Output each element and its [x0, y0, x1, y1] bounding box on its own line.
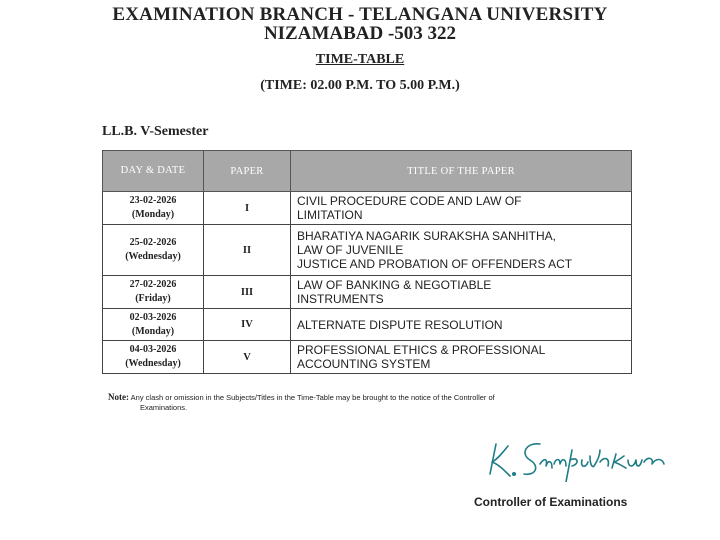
- exam-day: (Monday): [131, 209, 175, 220]
- table-row: [103, 192, 632, 225]
- exam-date: 25-02-2026: [129, 237, 177, 248]
- date-cell: [103, 276, 204, 309]
- table-row: [103, 341, 632, 374]
- table-row: [103, 309, 632, 341]
- exam-date: 02-03-2026: [129, 311, 177, 323]
- table-header-row: [103, 151, 632, 192]
- paper-title: [291, 276, 632, 309]
- paper-number: I: [204, 192, 291, 225]
- note-text-continued: Examinations.: [140, 403, 188, 412]
- paper-number: II: [204, 225, 291, 276]
- exam-day: (Monday): [131, 325, 175, 337]
- timetable: [102, 150, 632, 374]
- exam-time: (TIME: 02.00 P.M. TO 5.00 P.M.): [260, 78, 460, 93]
- course-name: LL.B. V-Semester: [102, 124, 209, 139]
- column-header-title: TITLE OF THE PAPER: [291, 151, 632, 192]
- paper-title-line: ALTERNATE DISPUTE RESOLUTION: [297, 317, 503, 332]
- paper-title: [291, 192, 632, 225]
- note: [108, 392, 638, 413]
- document-type: TIME-TABLE: [315, 52, 405, 67]
- signature-strokes: [490, 444, 664, 482]
- paper-title-line: CIVIL PROCEDURE CODE AND LAW OF: [297, 194, 522, 208]
- date-cell: [103, 341, 204, 374]
- paper-title-line: ACCOUNTING SYSTEM: [297, 357, 431, 371]
- table-row: [103, 276, 632, 309]
- paper-title-line: LAW OF JUVENILE: [297, 243, 404, 257]
- paper-number: III: [204, 276, 291, 309]
- exam-date: 27-02-2026: [129, 279, 177, 290]
- table-row: [103, 225, 632, 276]
- date-cell: [103, 225, 204, 276]
- paper-title: [291, 309, 632, 341]
- column-header-paper: PAPER: [204, 151, 291, 192]
- exam-day: (Friday): [135, 293, 171, 304]
- exam-date: 04-03-2026: [129, 344, 177, 355]
- paper-title-line: LAW OF BANKING & NEGOTIABLE: [297, 278, 492, 292]
- column-header-date: DAY & DATE: [103, 151, 204, 192]
- university-address: NIZAMABAD -503 322: [263, 23, 457, 44]
- paper-title: [291, 341, 632, 374]
- exam-date: 23-02-2026: [129, 195, 177, 206]
- paper-title-line: BHARATIYA NAGARIK SURAKSHA SANHITHA,: [297, 229, 556, 243]
- paper-number: IV: [204, 309, 291, 341]
- exam-day: (Wednesday): [125, 251, 181, 262]
- paper-number: V: [204, 341, 291, 374]
- exam-day: (Wednesday): [125, 358, 181, 369]
- paper-title-line: INSTRUMENTS: [297, 292, 384, 306]
- note-label: Note:: [108, 392, 129, 402]
- date-cell: [103, 309, 204, 341]
- paper-title-line: PROFESSIONAL ETHICS & PROFESSIONAL: [297, 343, 546, 357]
- signature: [482, 430, 672, 482]
- note-text: Any clash or omission in the Subjects/Titles in the Time-Table may be brought to the notice of the Controller of: [130, 393, 495, 402]
- university-title: EXAMINATION BRANCH - TELANGANA UNIVERSITY: [112, 4, 608, 25]
- paper-title-line: LIMITATION: [297, 208, 363, 222]
- paper-title: [291, 225, 632, 276]
- paper-title-line: JUSTICE AND PROBATION OF OFFENDERS ACT: [297, 257, 573, 271]
- date-cell: [103, 192, 204, 225]
- controller-of-examinations: Controller of Examinations: [474, 495, 628, 509]
